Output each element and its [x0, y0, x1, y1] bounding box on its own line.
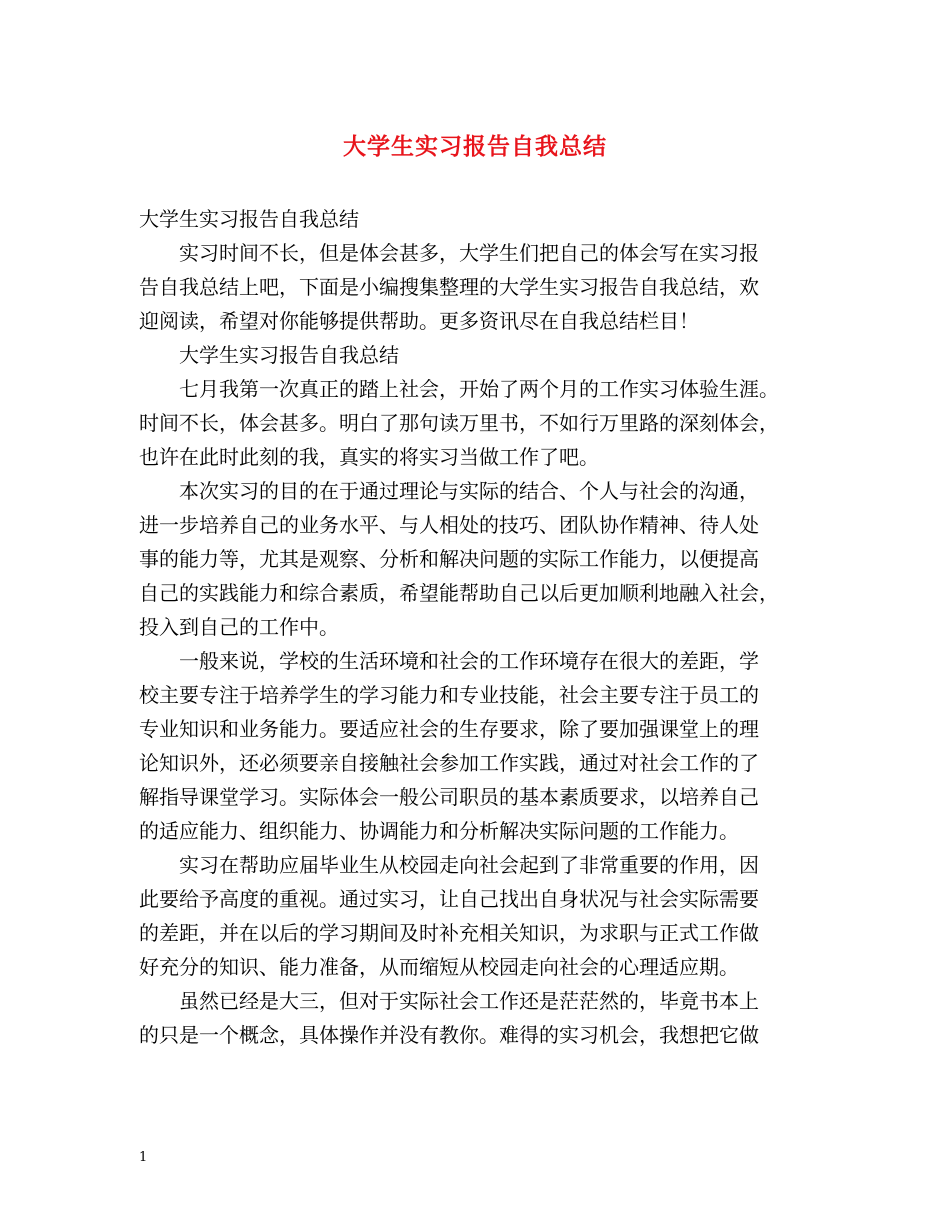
- page-number: 1: [139, 1150, 148, 1165]
- text-line: 进一步培养自己的业务水平、与人相处的技巧、团队协作精神、待人处: [139, 513, 759, 537]
- text-line: 的只是一个概念，具体操作并没有教你。难得的实习机会，我想把它做: [139, 1023, 759, 1047]
- document-title: 大学生实习报告自我总结: [343, 133, 607, 160]
- text-line: 专业知识和业务能力。要适应社会的生存要求，除了要加强课堂上的理: [139, 717, 759, 741]
- text-line: 解指导课堂学习。实际体会一般公司职员的基本素质要求，以培养自己: [139, 785, 759, 809]
- text-line: 告自我总结上吧，下面是小编搜集整理的大学生实习报告自我总结，欢: [139, 275, 759, 299]
- text-line: 实习在帮助应届毕业生从校园走向社会起到了非常重要的作用，因: [139, 853, 759, 877]
- text-line: 一般来说，学校的生活环境和社会的工作环境存在很大的差距，学: [139, 649, 759, 673]
- text-line: 事的能力等，尤其是观察、分析和解决问题的实际工作能力，以便提高: [139, 547, 759, 571]
- text-line: 大学生实习报告自我总结: [139, 207, 359, 231]
- text-line: 此要给予高度的重视。通过实习，让自己找出自身状况与社会实际需要: [139, 887, 759, 911]
- text-line: 大学生实习报告自我总结: [139, 343, 399, 367]
- document-body: [139, 202, 823, 1052]
- text-line: 的差距，并在以后的学习期间及时补充相关知识，为求职与正式工作做: [139, 921, 759, 945]
- text-line: 七月我第一次真正的踏上社会，开始了两个月的工作实习体验生涯。: [139, 377, 779, 401]
- text-line: 也许在此时此刻的我，真实的将实习当做工作了吧。: [139, 445, 599, 469]
- text-line: 校主要专注于培养学生的学习能力和专业技能，社会主要专注于员工的: [139, 683, 759, 707]
- text-line: 自己的实践能力和综合素质，希望能帮助自己以后更加顺利地融入社会，: [139, 581, 779, 605]
- text-line: 迎阅读，希望对你能够提供帮助。更多资讯尽在自我总结栏目！: [139, 309, 699, 333]
- text-line: 论知识外，还必须要亲自接触社会参加工作实践，通过对社会工作的了: [139, 751, 759, 775]
- text-line: 的适应能力、组织能力、协调能力和分析解决实际问题的工作能力。: [139, 819, 739, 843]
- text-line: 投入到自己的工作中。: [139, 615, 339, 639]
- text-line: 实习时间不长，但是体会甚多，大学生们把自己的体会写在实习报: [139, 241, 759, 265]
- text-line: 虽然已经是大三，但对于实际社会工作还是茫茫然的，毕竟书本上: [139, 989, 759, 1013]
- text-line: 好充分的知识、能力准备，从而缩短从校园走向社会的心理适应期。: [139, 955, 739, 979]
- text-line: 本次实习的目的在于通过理论与实际的结合、个人与社会的沟通，: [139, 479, 759, 503]
- text-line: 时间不长，体会甚多。明白了那句读万里书，不如行万里路的深刻体会，: [139, 411, 779, 435]
